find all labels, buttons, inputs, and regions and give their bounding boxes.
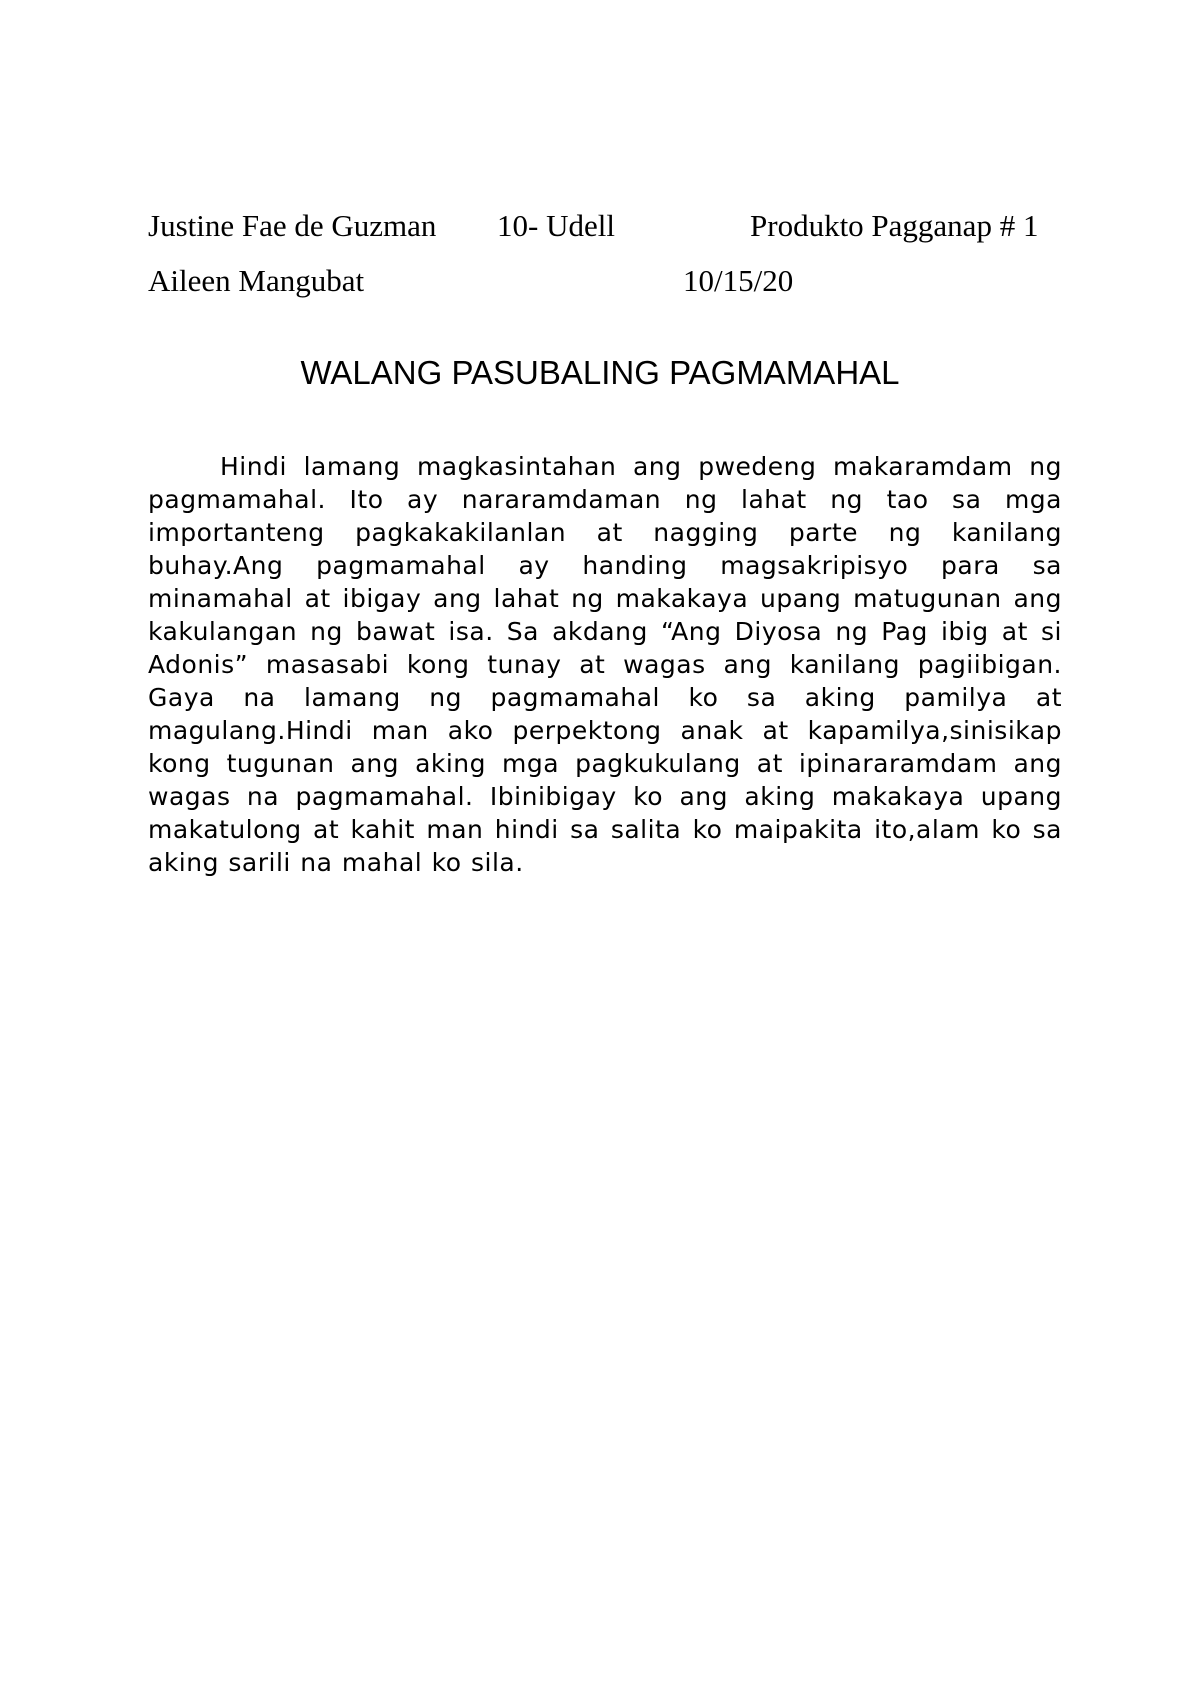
student-name: Justine Fae de Guzman xyxy=(148,208,437,243)
date-label: 10/15/20 xyxy=(683,263,794,298)
body-paragraph: Hindi lamang magkasintahan ang pwedeng makaramdam ng pagmamahal. Ito ay nararamdaman ng lahat ng tao sa mga importanteng pagkakakilanlan at nagging parte ng kanilang buhay.Ang pagmamahal ay handing magsakripisyo para sa minamahal at ibigay ang lahat ng makakaya upang matugunan ang kakulangan ng bawat isa. Sa akdang “Ang Diyosa ng Pag ibig at si Adonis” masasabi kong tunay at wagas ang kanilang pagiibigan. Gaya na lamang ng pagmamahal ko sa aking pamilya at magulang.Hindi man ako perpektong anak at kapamilya,sinisikap kong tugunan ang aking mga pagkukulang at ipinararamdam ang wagas na pagmamahal. Ibinibigay ko ang aking makakaya upang makatulong at kahit man hindi sa salita ko maipakita ito,alam ko sa aking sarili na mahal ko sila. xyxy=(148,452,1062,877)
teacher-name: Aileen Mangubat xyxy=(148,263,365,298)
document-title: WALANG PASUBALING PAGMAMAHAL xyxy=(300,354,900,391)
assignment-label: Produkto Pagganap # 1 xyxy=(750,208,1039,243)
section-label: 10- Udell xyxy=(497,208,615,243)
